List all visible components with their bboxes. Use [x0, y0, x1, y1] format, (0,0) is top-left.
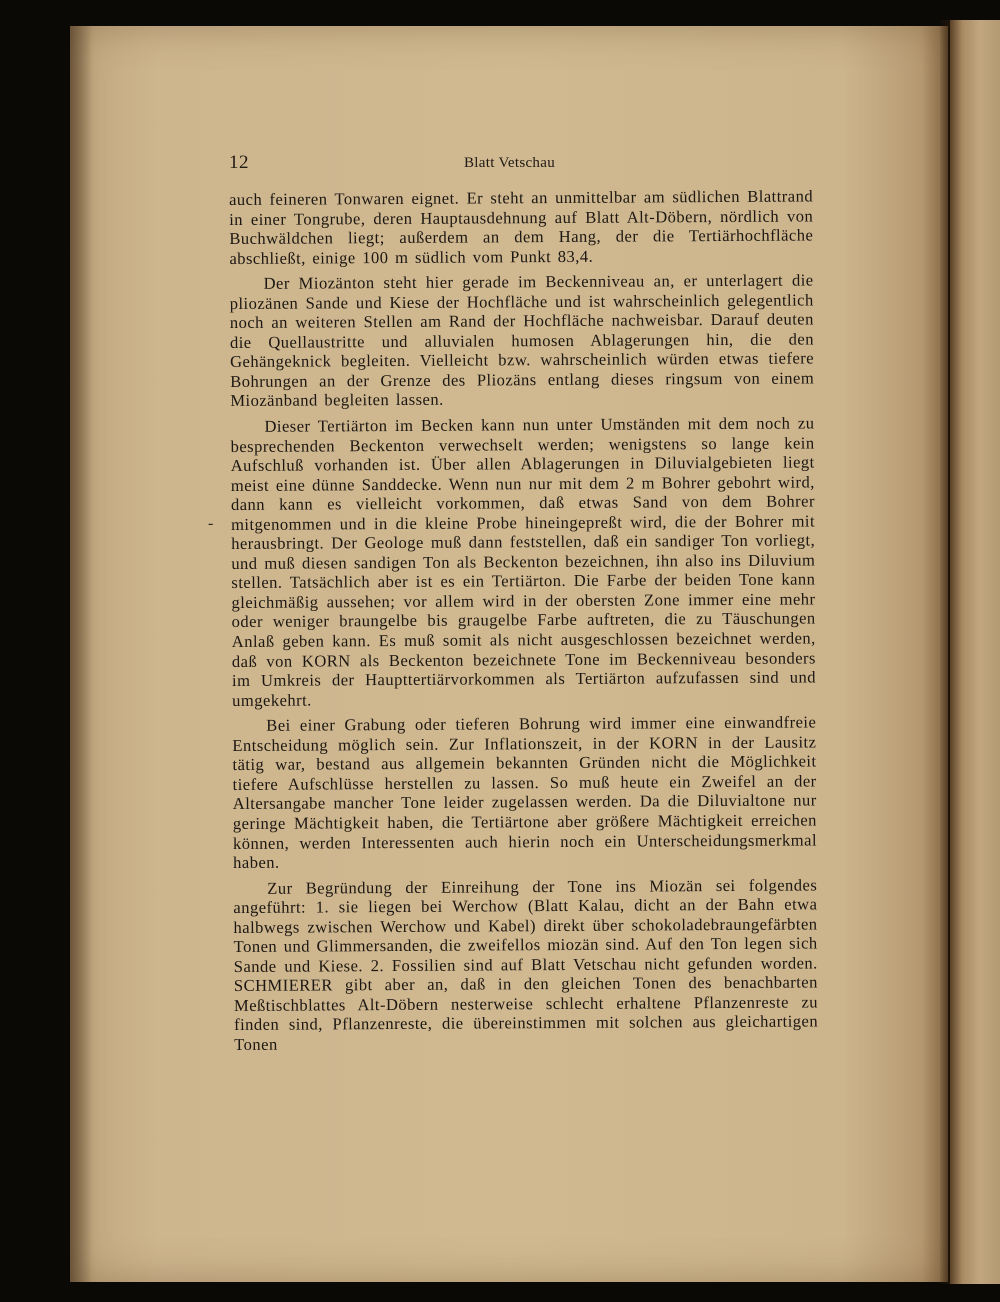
- paragraph: Bei einer Grabung oder tieferen Bohrung wird immer eine einwandfreie Entscheidung möglich sein. Zur Inflationszeit, in der KORN in der Lausitz tätig war, bestand aus allgemein bekannten Gründen nicht die Möglichkeit tiefere Aufschlüsse herstellen zu lassen. So muß heute ein Zweifel an der Altersangabe mancher Tone leider zugelassen werden. Da die Diluvialtone nur geringe Mächtigkeit haben, die Tertiärtone aber größere Mächtigkeit erreichen können, werden Interessenten auch hierin noch ein Unterscheidungsmerkmal haben.: [232, 712, 818, 873]
- body-text: [229, 186, 818, 1060]
- margin-mark: -: [208, 515, 214, 532]
- facing-page-edge: [950, 20, 1000, 1284]
- paragraph: Der Miozänton steht hier gerade im Beckenniveau an, er unterlagert die pliozänen Sande und Kiese der Hochfläche und ist wahrscheinlich gelegentlich noch an weiteren Stellen am Rand der Hochfläche nachweisbar. Darauf deuten die Quellaustritte und alluvialen humosen Ablagerungen hin, die den Gehängeknick begleiten. Vielleicht bzw. wahrscheinlich würden etwas tiefere Bohrungen an der Grenze des Pliozäns entlang dieses ringsum von einem Miozänband begleiten lassen.: [229, 270, 815, 411]
- running-head: Blatt Vetschau: [464, 155, 555, 171]
- paragraph: auch feineren Tonwaren eignet. Er steht an unmittelbar am südlichen Blattrand in einer Tongrube, deren Hauptausdehnung auf Blatt Alt-Döbern, nördlich von Buchwäldchen liegt; außerdem an dem Hang, der die Tertiärhochfläche abschließt, einige 100 m südlich vom Punkt 83,4.: [229, 186, 814, 268]
- page-number: 12: [229, 152, 249, 173]
- paragraph: Zur Begründung der Einreihung der Tone ins Miozän sei folgendes angeführt: 1. sie liegen bei Werchow (Blatt Kalau, dicht an der Bahn etwa halbwegs zwischen Werchow und Kabel) direkt über schokoladebraungefärbten Tonen und Glimmersanden, die zweifellos miozän sind. Auf den Ton legen sich Sande und Kiese. 2. Fossilien sind auf Blatt Vetschau nicht gefunden worden. SCHMIERER gibt aber an, daß in den gleichen Tonen des benachbarten Meßtischblattes Alt-Döbern nesterweise schlecht erhaltene Pflanzenreste zu finden sind, Pflanzenreste, die übereinstimmen mit solchen aus gleichartigen Tonen: [233, 875, 819, 1054]
- page-edge-shadow: [70, 26, 92, 1282]
- paragraph: Dieser Tertiärton im Becken kann nun unter Umständen mit dem noch zu besprechenden Beckenton verwechselt werden; wenigstens so lange kein Aufschluß vorhanden ist. Über allen Ablagerungen in Diluvialgebieten liegt meist eine dünne Sanddecke. Wenn nun nur mit dem 2 m Bohrer gebohrt wird, dann kann es vielleicht vorkommen, daß etwas Sand von dem Bohrer mitgenommen und in die kleine Probe hineingepreßt wird, die der Bohrer mit herausbringt. Der Geologe muß dann feststellen, daß ein sandiger Ton vorliegt, und muß diesen sandigen Ton als Beckenton bezeichnen, ihn also ins Diluvium stellen. Tatsächlich aber ist es ein Tertiärton. Die Farbe der beiden Tone kann gleichmäßig aussehen; vor allem wird in der obersten Zone immer eine mehr oder weniger braungelbe bis graugelbe Farbe auftreten, die zu Täuschungen Anlaß geben kann. Es muß somit als nicht ausgeschlossen bezeichnet werden, daß von KORN als Beckenton bezeichnete Tone im Beckenniveau besonders im Umkreis der Haupttertiärvorkommen als Tertiärton aufzufassen sind und umgekehrt.: [230, 413, 817, 710]
- page-header: [229, 152, 811, 176]
